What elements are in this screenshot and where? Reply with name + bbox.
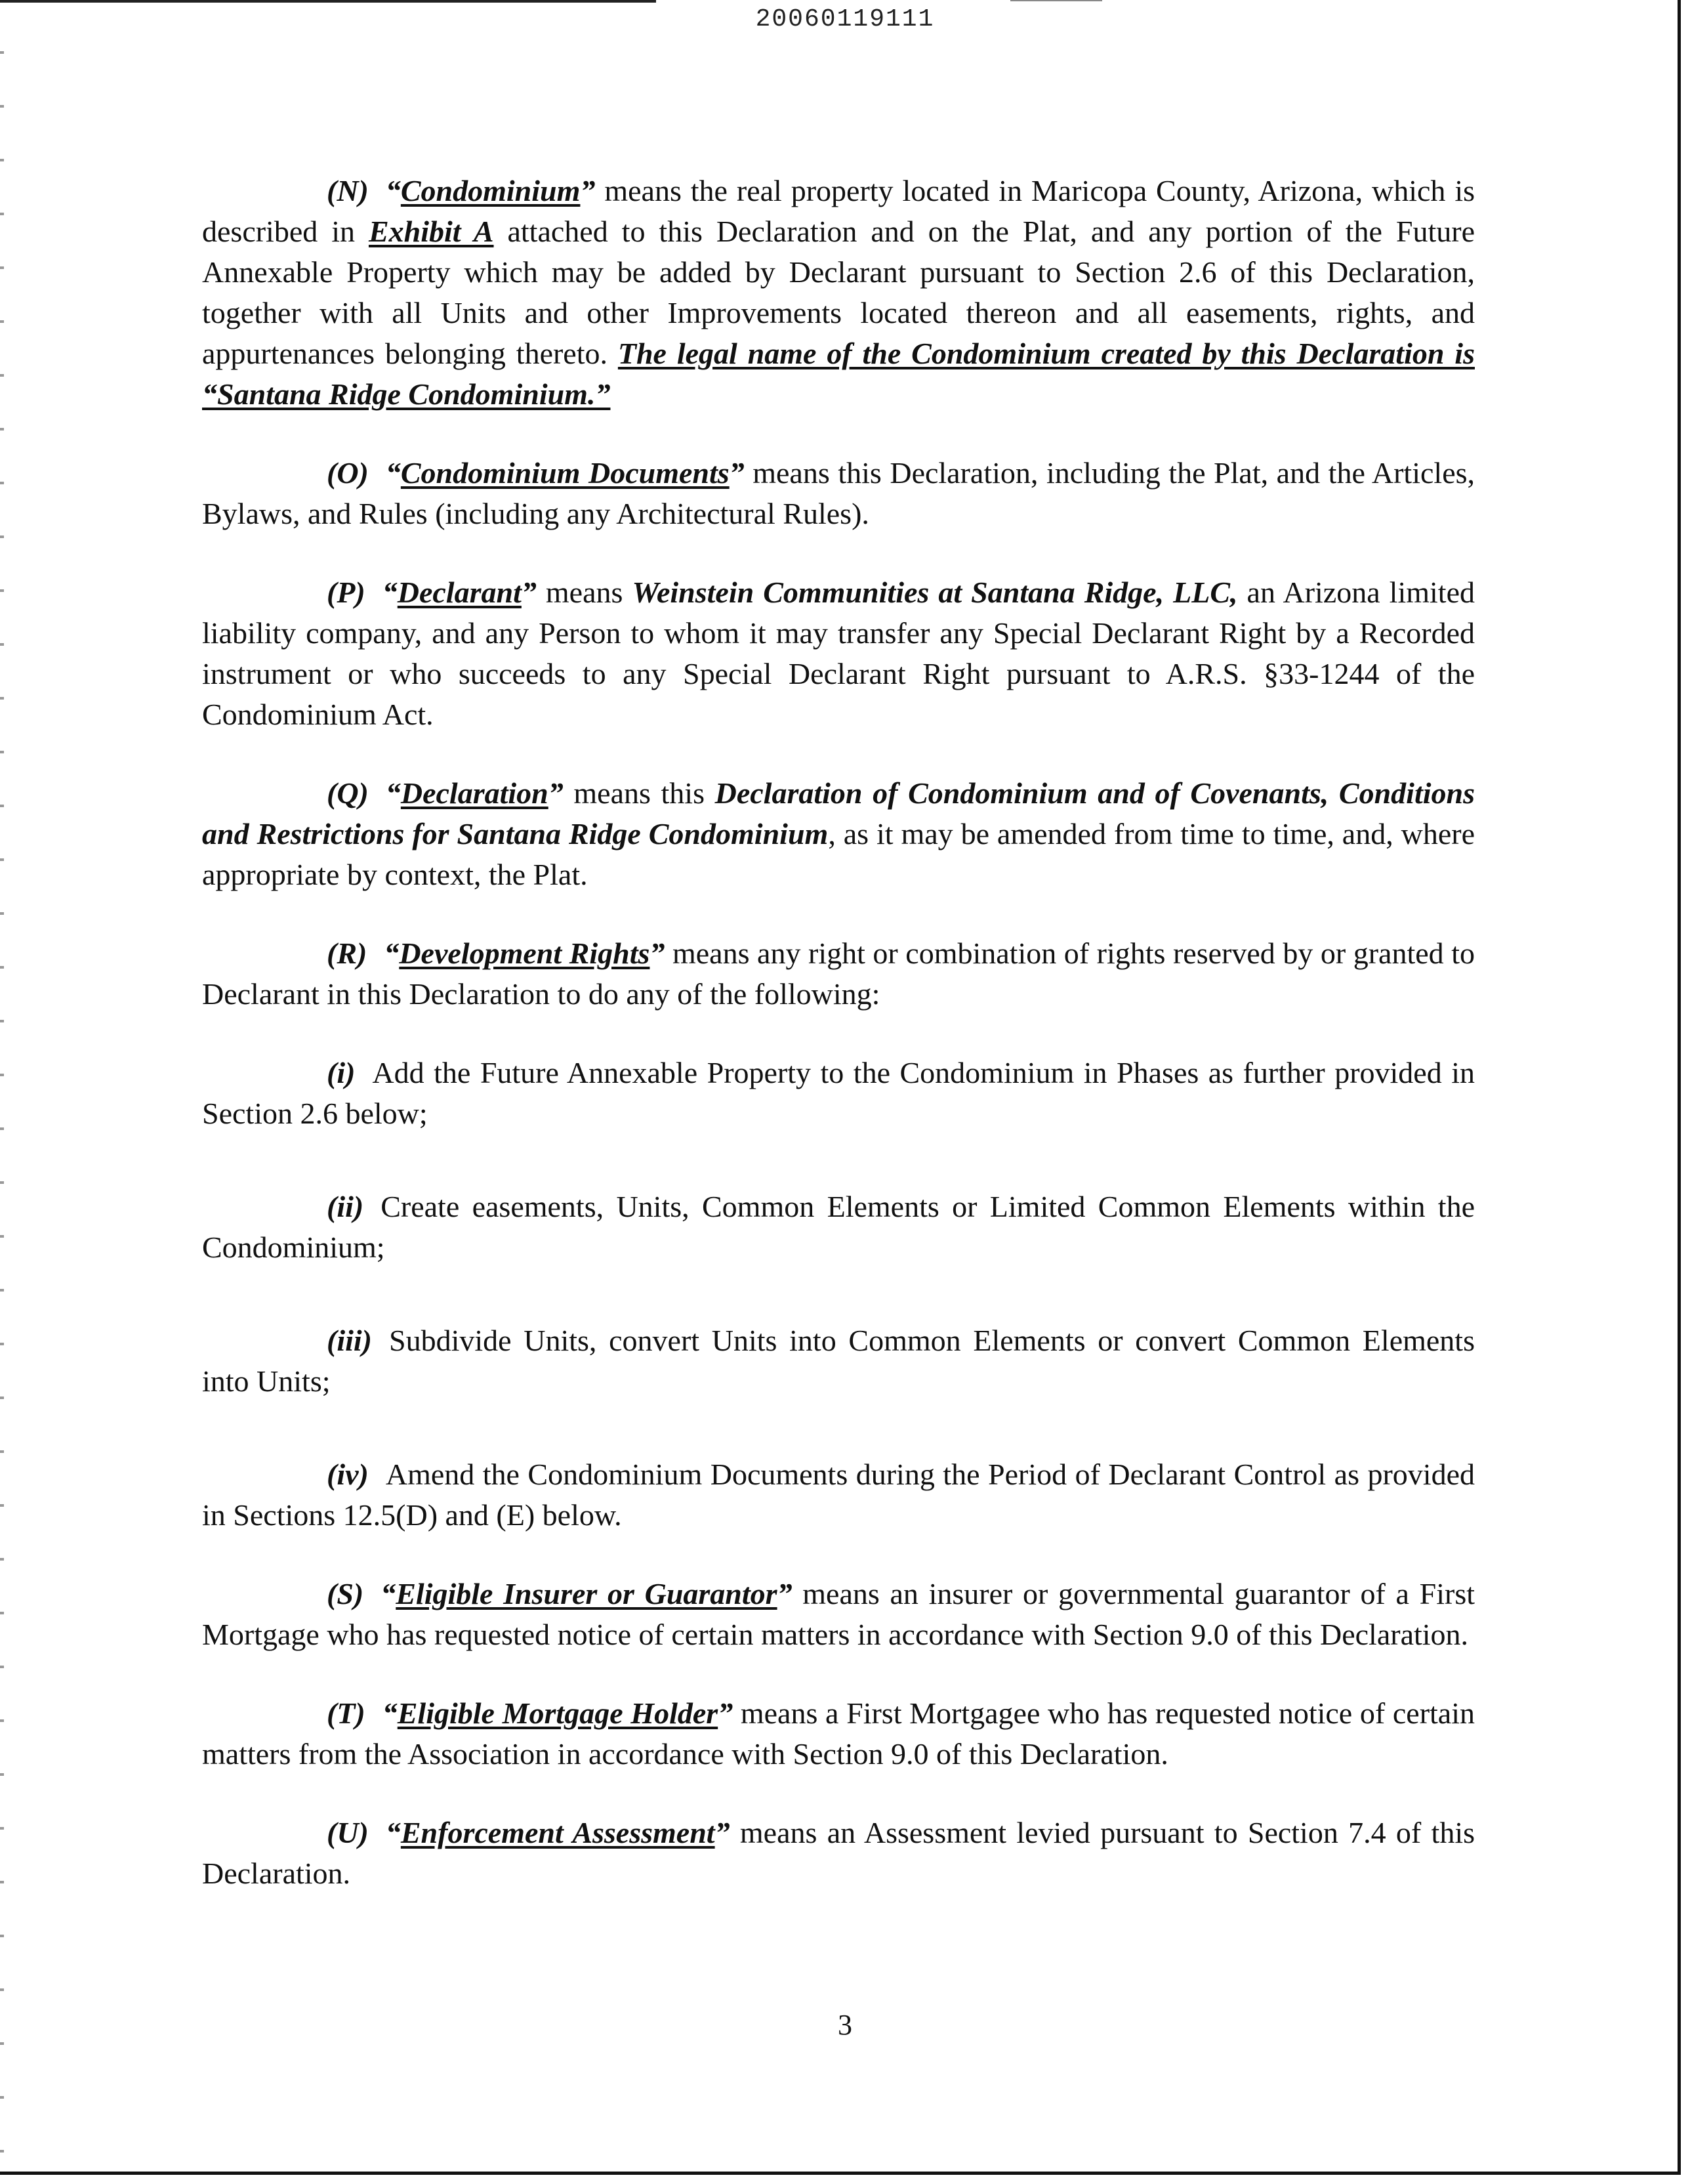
definition-r [202, 933, 1475, 1015]
close-quote: ” [777, 1577, 793, 1610]
open-quote: “ [382, 576, 398, 609]
top-scan-rule [0, 0, 656, 3]
legal-name-statement: The legal name of the Condominium created by this Declaration is “Santana Ridge Condominium.” [202, 337, 1475, 411]
defined-term [386, 776, 564, 810]
term-text: Development Rights [399, 936, 650, 970]
defined-term [386, 174, 596, 207]
defined-term [384, 936, 665, 970]
definition-label: (S) [327, 1577, 364, 1610]
defined-term [382, 576, 537, 609]
subitem-label: (iv) [327, 1458, 369, 1491]
definition-text: means any right or combination of rights reserved by or granted to Declarant in this Declaration to do any of the following: [202, 936, 1475, 1011]
page-body [202, 171, 1475, 1932]
defined-term [382, 1696, 733, 1730]
close-quote: ” [714, 1816, 730, 1849]
bottom-page-border [0, 2172, 1681, 2175]
term-text: Declaration [400, 776, 548, 810]
development-right-i [202, 1053, 1475, 1134]
definition-text-continued: an Arizona limited liability company, and any Person to whom it may transfer any Special Declarant Right by a Recorded instrument or who succeeds to any Special Declarant Right pursuant to A.R.S. §33-1244 of the Condominium Act. [202, 576, 1475, 731]
open-quote: “ [385, 174, 401, 207]
subitem-text: Subdivide Units, convert Units into Common Elements or convert Common Elements into Units; [202, 1324, 1475, 1398]
top-scan-rule-fragment [1010, 0, 1102, 1]
open-quote: “ [385, 1816, 401, 1849]
definition-text: means an insurer or governmental guarantor of a First Mortgage who has requested notice of certain matters in accordance with Section 9.0 of this Declaration. [202, 1577, 1475, 1651]
definition-label: (N) [327, 174, 369, 207]
definition-text: means an Assessment levied pursuant to Section 7.4 of this Declaration. [202, 1816, 1475, 1890]
term-text: Eligible Mortgage Holder [397, 1696, 718, 1730]
declarant-entity-name: Weinstein Communities at Santana Ridge, LLC, [632, 576, 1238, 609]
close-quote: ” [649, 936, 665, 970]
subitem-label: (ii) [327, 1190, 364, 1223]
definition-text: means this Declaration, including the Plat, and the Articles, Bylaws, and Rules (including any Architectural Rules). [202, 456, 1475, 530]
subitem-label: (i) [327, 1056, 356, 1089]
term-text: Enforcement Assessment [400, 1816, 715, 1849]
definition-label: (T) [327, 1696, 365, 1730]
exhibit-reference: Exhibit A [368, 215, 494, 248]
left-scan-edge [0, 0, 4, 2184]
subitem-text: Add the Future Annexable Property to the Condominium in Phases as further provided in Section 2.6 below; [202, 1056, 1475, 1130]
close-quote: ” [521, 576, 537, 609]
declaration-title: Declaration of Condominium and of Covenants, Conditions and Restrictions for Santana Ridge Condominium [202, 776, 1475, 850]
definition-n [202, 171, 1475, 415]
open-quote: “ [382, 1696, 398, 1730]
definition-o [202, 453, 1475, 534]
definition-s [202, 1574, 1475, 1655]
defined-term [386, 456, 745, 490]
term-text: Condominium [400, 174, 581, 207]
definition-label: (Q) [327, 776, 369, 810]
defined-term [381, 1577, 792, 1610]
document-number: 20060119111 [755, 5, 935, 33]
open-quote: “ [385, 776, 401, 810]
definition-text: means the real property located in Maricopa County, Arizona, which is described in [202, 174, 1475, 248]
open-quote: “ [384, 936, 400, 970]
definition-text: means a First Mortgagee who has requested notice of certain matters from the Association in accordance with Section 9.0 of this Declaration. [202, 1696, 1475, 1771]
definition-text: means this [563, 776, 715, 810]
close-quote: ” [729, 456, 745, 490]
definition-text: means [536, 576, 632, 609]
open-quote: “ [385, 456, 401, 490]
term-text: Eligible Insurer or Guarantor [396, 1577, 777, 1610]
development-right-iii [202, 1320, 1475, 1402]
definition-u [202, 1813, 1475, 1894]
close-quote: ” [548, 776, 564, 810]
close-quote: ” [580, 174, 596, 207]
subitem-text: Amend the Condominium Documents during the Period of Declarant Control as provided in Sections 12.5(D) and (E) below. [202, 1458, 1475, 1532]
right-page-border [1678, 0, 1681, 2172]
development-right-ii [202, 1186, 1475, 1268]
definition-text-continued: , as it may be amended from time to time, and, where appropriate by context, the Plat. [202, 817, 1475, 891]
definition-label: (O) [327, 456, 369, 490]
page-number: 3 [838, 2009, 852, 2041]
definition-label: (R) [327, 936, 367, 970]
open-quote: “ [381, 1577, 396, 1610]
close-quote: ” [718, 1696, 733, 1730]
subitem-text: Create easements, Units, Common Elements or Limited Common Elements within the Condominium; [202, 1190, 1475, 1264]
term-text: Condominium Documents [400, 456, 730, 490]
definition-p [202, 572, 1475, 735]
subitem-label: (iii) [327, 1324, 372, 1357]
development-right-iv [202, 1454, 1475, 1536]
definition-t [202, 1693, 1475, 1774]
definition-label: (P) [327, 576, 365, 609]
definition-label: (U) [327, 1816, 369, 1849]
definition-q [202, 773, 1475, 895]
term-text: Declarant [397, 576, 522, 609]
defined-term [386, 1816, 730, 1849]
definition-text-continued: attached to this Declaration and on the Plat, and any portion of the Future Annexable Property which may be added by Declarant pursuant to Section 2.6 of this Declaration, together with all Units and other Improvements located thereon and all easements, rights, and appurtenances belonging thereto. [202, 215, 1475, 370]
